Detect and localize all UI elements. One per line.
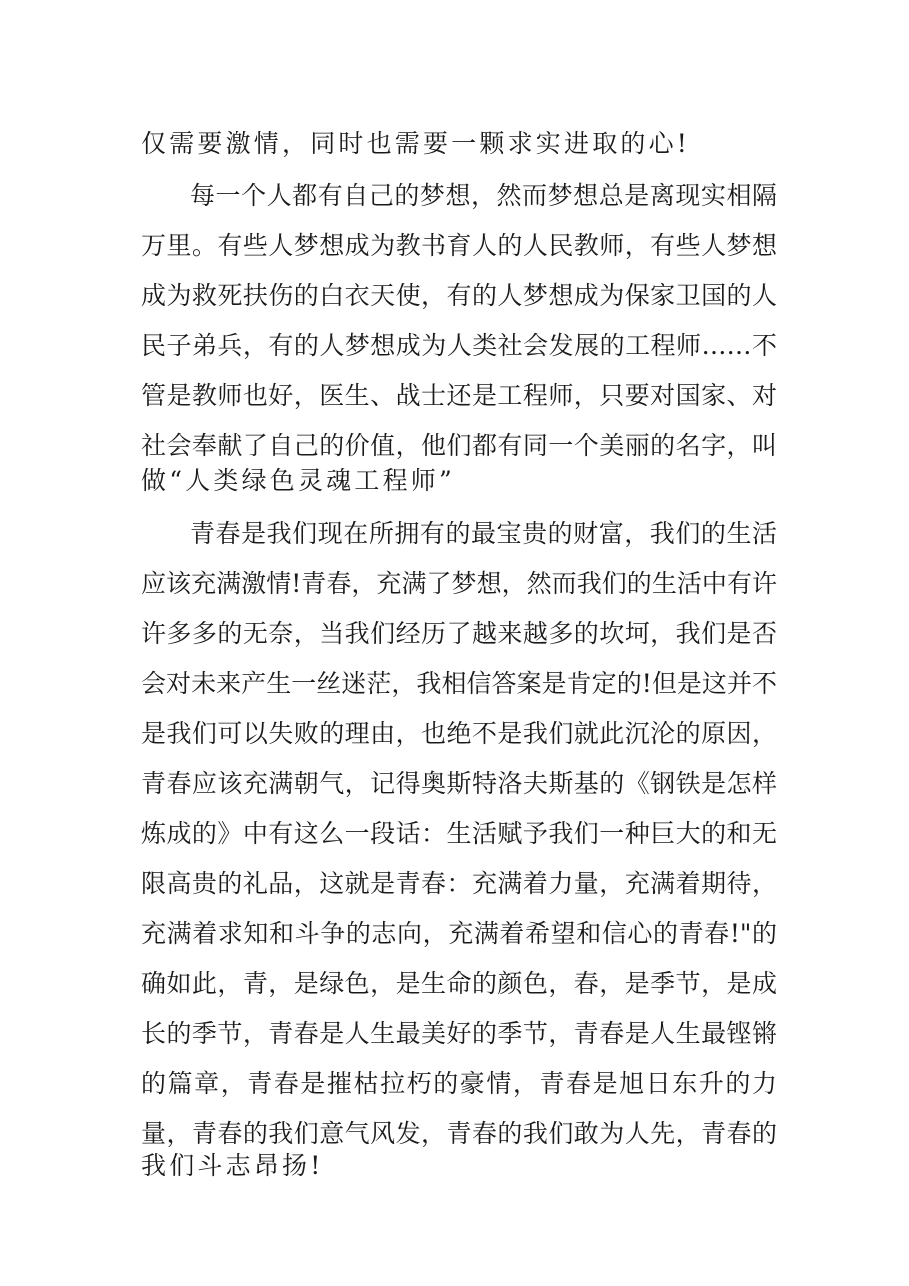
text-line: 充满着求知和斗争的志向，充满着希望和信心的青春!"的 (141, 919, 777, 948)
text-line: 的篇章，青春是摧枯拉朽的豪情，青春是旭日东升的力 (141, 1069, 777, 1098)
paragraph-3-line: 青春是我们现在所拥有的最宝贵的财富，我们的生活 (190, 519, 777, 548)
text-line: 量，青春的我们意气风发，青春的我们敢为人先，青春的 (141, 1119, 777, 1148)
paragraph-2-line: 每一个人都有自己的梦想，然而梦想总是离现实相隔 (190, 181, 777, 210)
text-line: 仅需要激情，同时也需要一颗求实进取的心! (141, 129, 691, 158)
text-line: 青春应该充满朝气，记得奥斯特洛夫斯基的《钢铁是怎样 (141, 769, 777, 798)
text-line: 成为救死扶伤的白衣天使，有的人梦想成为保家卫国的人 (141, 281, 777, 310)
text-line: 做“人类绿色灵魂工程师” (141, 466, 455, 495)
text-line: 限高贵的礼品，这就是青春：充满着力量，充满着期待， (141, 869, 777, 898)
text-line: 应该充满激情!青春，充满了梦想，然而我们的生活中有许 (141, 569, 777, 598)
text-line: 民子弟兵，有的人梦想成为人类社会发展的工程师……不 (141, 331, 777, 360)
text-line: 万里。有些人梦想成为教书育人的人民教师，有些人梦想 (141, 231, 777, 260)
text-line: 确如此，青，是绿色，是生命的颜色，春，是季节，是成 (141, 969, 777, 998)
text-line: 许多多的无奈，当我们经历了越来越多的坎坷，我们是否 (141, 619, 777, 648)
text-line: 长的季节，青春是人生最美好的季节，青春是人生最铿锵 (141, 1019, 777, 1048)
text-line: 社会奉献了自己的价值，他们都有同一个美丽的名字，叫 (141, 431, 777, 460)
text-line: 管是教师也好，医生、战士还是工程师，只要对国家、对 (141, 381, 777, 410)
text-line: 我们斗志昂扬! (141, 1151, 324, 1180)
text-line: 是我们可以失败的理由，也绝不是我们就此沉沦的原因， (141, 719, 777, 748)
text-line: 炼成的》中有这么一段话：生活赋予我们一种巨大的和无 (141, 819, 777, 848)
text-line: 会对未来产生一丝迷茫，我相信答案是肯定的!但是这并不 (141, 669, 777, 698)
